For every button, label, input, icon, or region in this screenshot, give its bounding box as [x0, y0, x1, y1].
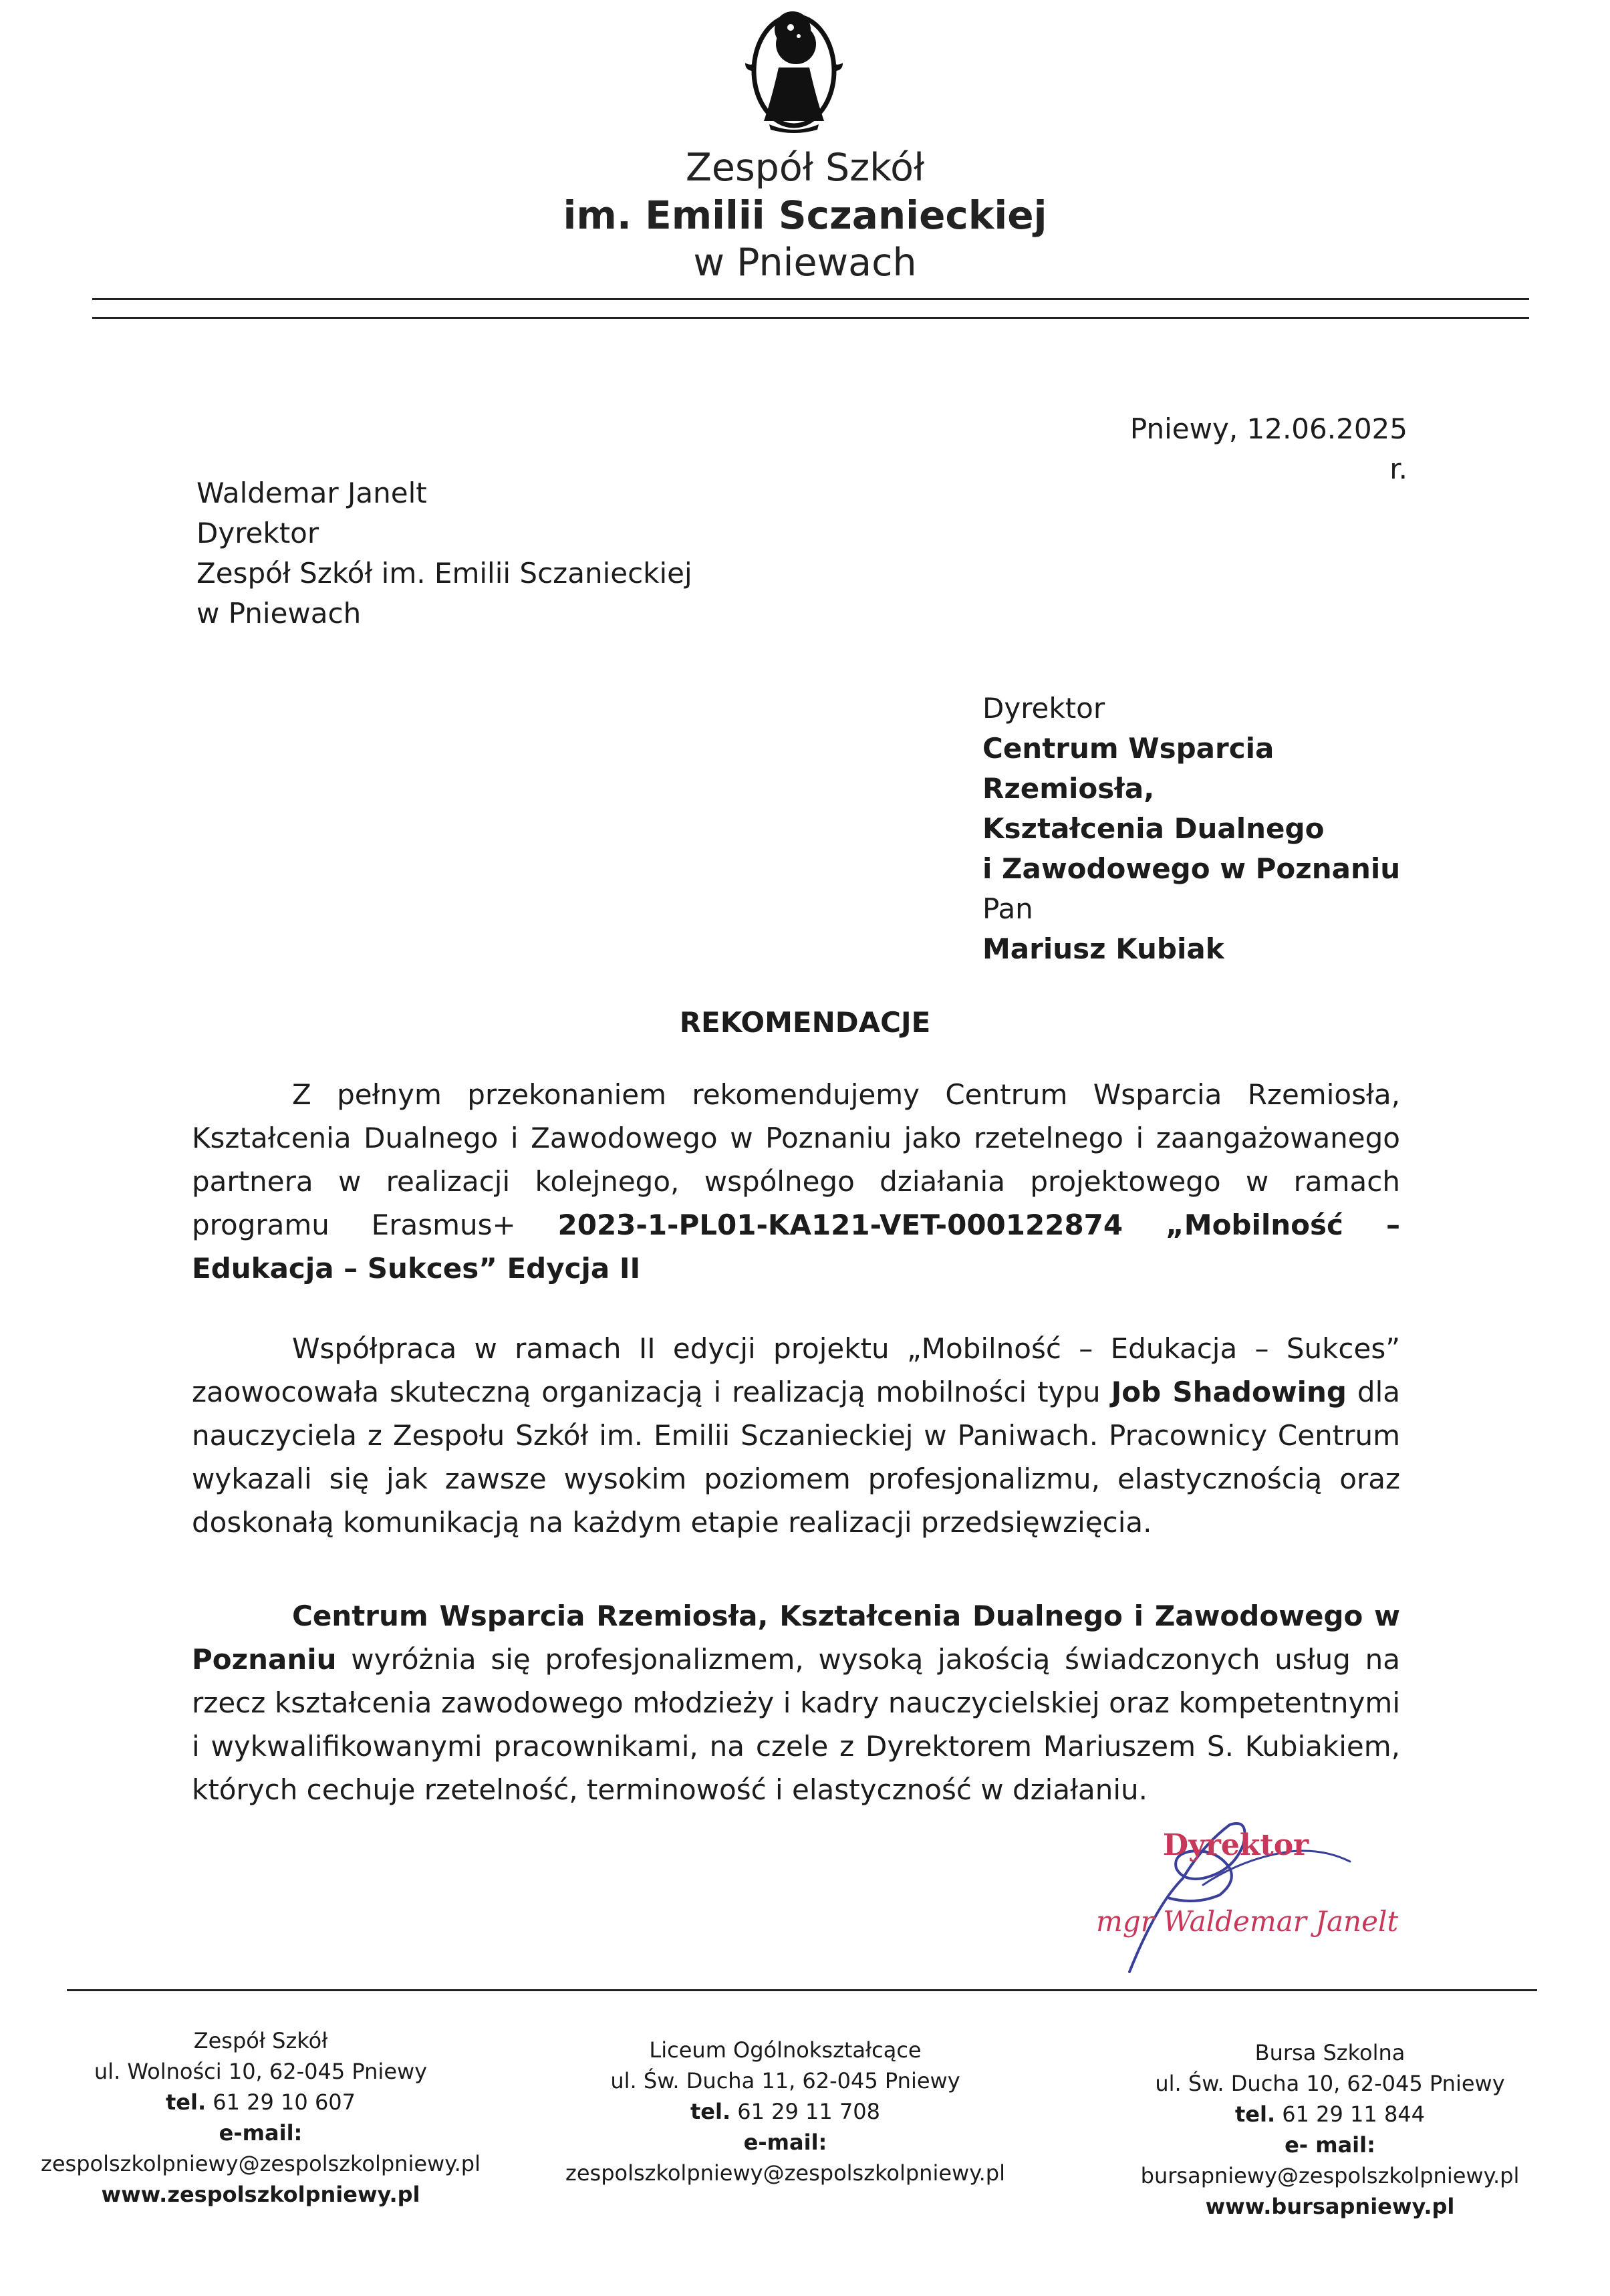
header-rule-top	[92, 298, 1529, 300]
sender-block	[196, 473, 798, 634]
paragraph-3	[192, 1594, 1400, 1811]
paragraph-2-bold: Job Shadowing	[1111, 1376, 1347, 1408]
footer-address: ul. Św. Ducha 11, 62-045 Pniewy	[610, 2068, 960, 2093]
footer-www: www.zespolszkolpniewy.pl	[101, 2182, 420, 2207]
signature-stamp-name: mgr Waldemar Janelt	[1096, 1905, 1399, 1938]
paragraph-1-text: Z pełnym przekonaniem rekomendujemy Centrum Wsparcia Rzemiosła, Kształcenia Dualnego i Zawodowego w Poznaniu jako rzetelnego i zaangażowanego partnera w realizacji kolejnego, wspólnego działania projektowego w ramach programu Erasmus+	[192, 1078, 1400, 1241]
footer-col-bursa	[1069, 2037, 1591, 2222]
letter-title: REKOMENDACJE	[679, 1006, 931, 1039]
recipient-role: Dyrektor	[982, 692, 1105, 725]
footer-tel	[0, 2087, 521, 2118]
footer-address: ul. Św. Ducha 10, 62-045 Pniewy	[1155, 2071, 1505, 2096]
footer-tel-value: 61 29 11 708	[730, 2099, 881, 2124]
footer-www: www.bursapniewy.pl	[1205, 2194, 1455, 2219]
recipient-org-line2: Kształcenia Dualnego	[982, 812, 1325, 845]
footer-address: ul. Wolności 10, 62-045 Pniewy	[94, 2059, 428, 2084]
header-rule-bottom	[92, 317, 1529, 319]
paragraph-2-text-b: dla nauczyciela z Zespołu Szkół im. Emilii Sczanieckiej w Paniwach. Pracownicy Centrum wykazali się jak zawsze wysokim poziomem profesjonalizmu, elastycznością oraz doskonałą komunikacją na każdym etapie realizacji przedsięwzięcia.	[192, 1376, 1401, 1539]
footer-tel	[1069, 2099, 1591, 2130]
footer-tel	[521, 2096, 1049, 2127]
signature-stamp-title: Dyrektor	[1163, 1828, 1309, 1862]
footer-name: Liceum Ogólnokształcące	[649, 2037, 922, 2063]
paragraph-3-bold: Centrum Wsparcia Rzemiosła, Kształcenia Dualnego i Zawodowego w Poznaniu	[192, 1600, 1400, 1676]
sender-role: Dyrektor	[196, 517, 319, 549]
school-name-line3: w Pniewach	[693, 241, 917, 285]
footer-name: Zespół Szkół	[193, 2028, 328, 2053]
footer-email-label: e-mail:	[743, 2130, 827, 2155]
footer-email-label: e- mail:	[1285, 2132, 1375, 2158]
paragraph-2-text-a: Współpraca w ramach II edycji projektu „Mobilność – Edukacja – Sukces” zaowocowała skuteczną organizacją i realizacją mobilności typu	[192, 1332, 1400, 1408]
footer-rule	[67, 1989, 1537, 1991]
school-name-line2: im. Emilii Sczanieckiej	[563, 193, 1047, 238]
sender-place: w Pniewach	[196, 597, 362, 630]
recipient-salutation: Pan	[982, 892, 1033, 925]
footer-tel-value: 61 29 10 607	[206, 2089, 356, 2115]
footer-email-label: e-mail:	[219, 2120, 303, 2146]
footer-tel-label: tel.	[690, 2099, 731, 2124]
footer-email: bursapniewy@zespolszkolpniewy.pl	[1140, 2163, 1520, 2188]
cameo-portrait-logo-icon	[724, 4, 864, 134]
footer-tel-value: 61 29 11 844	[1275, 2101, 1426, 2127]
footer-email: zespolszkolpniewy@zespolszkolpniewy.pl	[565, 2160, 1005, 2186]
sender-org: Zespół Szkół im. Emilii Sczanieckiej	[196, 557, 692, 590]
footer-col-zespol	[0, 2025, 521, 2210]
recipient-name: Mariusz Kubiak	[982, 932, 1224, 965]
paragraph-3-text: wyróżnia się profesjonalizmem, wysoką jakością świadczonych usług na rzecz kształcenia zawodowego młodzieży i kadry nauczycielskiej oraz kompetentnymi i wykwalifikowanymi pracownikami, na czele z Dyrektorem Mariuszem S. Kubiakiem, których cechuje rzetelność, terminowość i elastyczność w działaniu.	[192, 1643, 1400, 1806]
sender-name: Waldemar Janelt	[196, 477, 427, 509]
school-name-line1: Zespół Szkół	[685, 146, 925, 190]
footer-name: Bursa Szkolna	[1254, 2040, 1405, 2065]
footer-tel-label: tel.	[165, 2089, 207, 2115]
recipient-org-line3: i Zawodowego w Poznaniu	[982, 852, 1401, 885]
letter-date: Pniewy, 12.06.2025 r.	[1129, 412, 1407, 485]
footer-tel-label: tel.	[1234, 2101, 1276, 2127]
footer-col-liceum	[521, 2035, 1049, 2188]
paragraph-2	[192, 1327, 1400, 1544]
paragraph-1-project: 2023-1-PL01-KA121-VET-000122874 „Mobilność – Edukacja – Sukces” Edycja II	[192, 1208, 1400, 1285]
recipient-org-line1: Centrum Wsparcia Rzemiosła,	[982, 732, 1274, 805]
paragraph-1	[192, 1073, 1400, 1290]
footer-email: zespolszkolpniewy@zespolszkolpniewy.pl	[41, 2151, 481, 2176]
recipient-block	[982, 688, 1450, 969]
